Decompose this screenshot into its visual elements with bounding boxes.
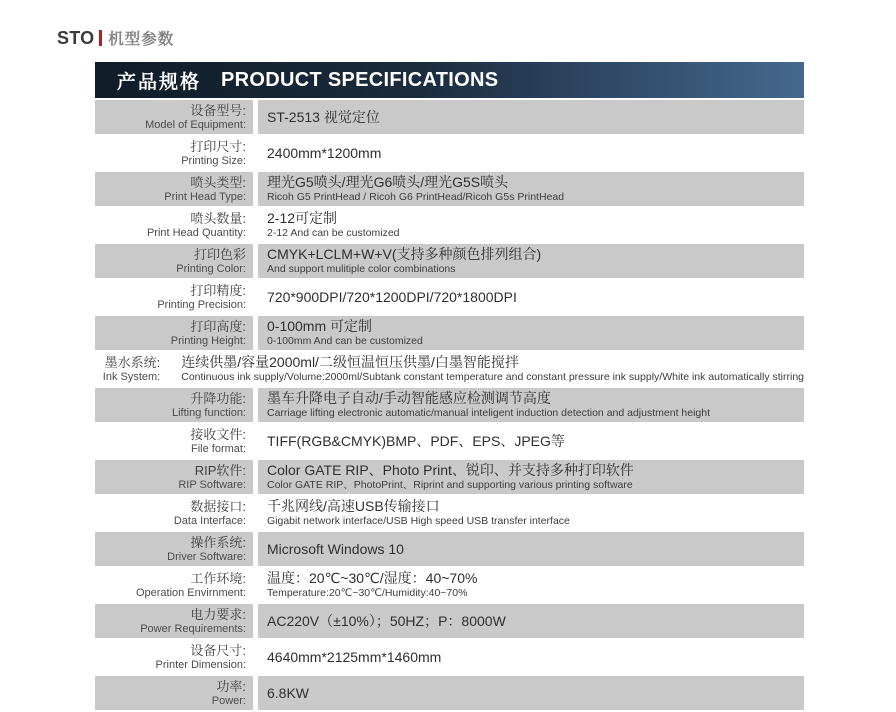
table-row: [95, 604, 804, 638]
spec-label-en: Power Requirements:: [140, 622, 246, 635]
table-row: [95, 136, 804, 170]
spec-value-primary: 墨车升降电子自动/手动智能感应检测调节高度: [267, 390, 551, 406]
table-row: [95, 172, 804, 206]
spec-label-zh: 喷头数量:: [190, 210, 246, 226]
spec-value-cell: [258, 172, 804, 206]
brand-header: [57, 27, 174, 49]
red-divider-bar: [99, 30, 102, 46]
spec-label-en: File format:: [190, 442, 246, 455]
spec-label-zh: 工作环境:: [190, 570, 246, 586]
spec-label-cell: [95, 424, 253, 458]
spec-value-primary: 2400mm*1200mm: [267, 144, 382, 161]
spec-label-en: Printing Size:: [181, 154, 246, 167]
spec-label-cell: [95, 136, 253, 170]
table-row: [95, 532, 804, 566]
section-header-en: PRODUCT SPECIFICATIONS: [221, 68, 499, 91]
section-header-bar: [95, 62, 804, 98]
spec-value-primary: 理光G5喷头/理光G6喷头/理光G5S喷头: [267, 174, 509, 190]
spec-value-cell: [258, 100, 804, 134]
spec-label-en: Printing Color:: [176, 262, 246, 275]
spec-label-zh: 打印尺寸:: [190, 138, 246, 154]
spec-value-cell: [258, 280, 804, 314]
spec-label-en: Print Head Quantity:: [146, 226, 246, 239]
spec-label-cell: [95, 280, 253, 314]
spec-value-cell: [258, 208, 804, 242]
spec-label-en: Power:: [211, 694, 246, 707]
spec-label-cell: [95, 676, 253, 710]
section-title: 机型参数: [108, 31, 175, 48]
spec-value-primary: CMYK+LCLM+W+V(支持多种颜色排列组合): [267, 246, 542, 262]
spec-value-cell: [172, 352, 804, 386]
spec-label-zh: 数据接口:: [190, 498, 246, 514]
spec-value-secondary: Carriage lifting electronic automatic/manual inteligent induction detection and adjustment height: [267, 407, 711, 419]
spec-value-primary: Microsoft Windows 10: [267, 540, 404, 557]
spec-value-cell: [258, 244, 804, 278]
table-row: [95, 316, 804, 350]
table-row: [95, 568, 804, 602]
spec-label-zh: 喷头类型:: [190, 174, 246, 190]
spec-value-cell: [258, 604, 804, 638]
spec-table: [95, 100, 804, 710]
spec-value-secondary: Ricoh G5 PrintHead / Ricoh G6 PrintHead/Ricoh G5s PrintHead: [267, 191, 565, 203]
spec-label-en: Driver Software:: [167, 550, 246, 563]
spec-label-en: Printer Dimension:: [155, 658, 246, 671]
spec-label-zh: 操作系统:: [190, 534, 246, 550]
spec-value-primary: 连续供墨/容量2000ml/二级恒温恒压供墨/白墨智能搅拌: [181, 354, 519, 370]
spec-sheet: [95, 62, 804, 712]
spec-label-en: Ink System:: [102, 370, 161, 383]
spec-label-zh: 电力要求:: [190, 606, 246, 622]
spec-label-zh: 打印色彩: [193, 246, 246, 262]
spec-label-zh: 墨水系统:: [104, 354, 161, 370]
spec-label-zh: 升降功能:: [190, 390, 246, 406]
spec-value-secondary: Temperature:20℃~30℃/Humidity:40~70%: [267, 587, 468, 599]
spec-value-secondary: And support mulitiple color combinations: [267, 263, 456, 275]
spec-value-primary: 6.8KW: [267, 684, 310, 701]
spec-label-zh: 设备尺寸:: [190, 642, 246, 658]
spec-label-cell: [95, 316, 253, 350]
spec-value-primary: Color GATE RIP、Photo Print、锐印、并支持多种打印软件: [267, 462, 634, 478]
spec-label-en: Lifting function:: [172, 406, 246, 419]
spec-label-en: Printing Precision:: [157, 298, 246, 311]
spec-label-zh: 接收文件:: [190, 426, 246, 442]
spec-label-en: Operation Envirnment:: [135, 586, 246, 599]
table-row: [95, 460, 804, 494]
spec-value-primary: 温度：20℃~30℃/湿度：40~70%: [267, 570, 478, 586]
spec-label-cell: [95, 460, 253, 494]
brand-logo: STO: [57, 27, 95, 48]
spec-value-primary: 0-100mm 可定制: [267, 318, 373, 334]
spec-label-zh: 功率:: [216, 678, 246, 694]
table-row: [95, 244, 804, 278]
spec-label-en: Data Interface:: [173, 514, 246, 527]
spec-value-primary: ST-2513 视觉定位: [267, 108, 380, 125]
spec-value-cell: [258, 388, 804, 422]
spec-label-cell: [95, 208, 253, 242]
spec-label-cell: [95, 640, 253, 674]
spec-label-cell: [95, 532, 253, 566]
spec-label-zh: 设备型号:: [190, 102, 246, 118]
spec-value-primary: 千兆网线/高速USB传输接口: [267, 498, 440, 514]
spec-label-cell: [95, 568, 253, 602]
spec-label-zh: RIP软件:: [194, 462, 246, 478]
spec-value-secondary: Continuous ink supply/Volume:2000ml/Subtank constant temperature and constant pressure ink supply/White ink automatically stirring: [181, 371, 804, 383]
table-row: [95, 676, 804, 710]
spec-value-primary: TIFF(RGB&CMYK)BMP、PDF、EPS、JPEG等: [267, 432, 565, 449]
table-row: [95, 496, 804, 530]
spec-value-cell: [258, 424, 804, 458]
section-header-zh: 产品规格: [117, 71, 202, 93]
spec-value-secondary: 0-100mm And can be customized: [267, 335, 423, 347]
spec-label-cell: [95, 100, 253, 134]
spec-value-primary: AC220V（±10%）；50HZ；P：8000W: [267, 612, 506, 629]
spec-label-en: Model of Equipment:: [145, 118, 246, 131]
table-row: [95, 388, 804, 422]
spec-value-secondary: 2-12 And can be customized: [267, 227, 400, 239]
spec-value-cell: [258, 568, 804, 602]
spec-label-en: RIP Software:: [178, 478, 246, 491]
spec-value-cell: [258, 136, 804, 170]
spec-value-primary: 2-12可定制: [267, 210, 338, 226]
table-row: [95, 100, 804, 134]
table-row: [95, 280, 804, 314]
spec-value-secondary: Color GATE RIP、PhotoPrint、Riprint and supporting various printing software: [267, 479, 633, 491]
spec-value-cell: [258, 676, 804, 710]
spec-value-cell: [258, 316, 804, 350]
spec-value-cell: [258, 460, 804, 494]
spec-label-zh: 打印精度:: [190, 282, 246, 298]
spec-label-cell: [95, 172, 253, 206]
table-row: [95, 424, 804, 458]
spec-value-cell: [258, 640, 804, 674]
spec-value-secondary: Gigabit network interface/USB High speed USB transfer interface: [267, 515, 570, 527]
spec-value-primary: 4640mm*2125mm*1460mm: [267, 648, 442, 665]
spec-label-cell: [95, 604, 253, 638]
table-row: [95, 640, 804, 674]
spec-label-cell: [95, 388, 253, 422]
spec-label-cell: [95, 244, 253, 278]
table-row: [95, 208, 804, 242]
spec-label-en: Printing Height:: [170, 334, 246, 347]
table-row: [95, 352, 804, 386]
spec-value-cell: [258, 532, 804, 566]
spec-label-cell: [95, 352, 167, 386]
spec-value-primary: 720*900DPI/720*1200DPI/720*1800DPI: [267, 288, 517, 305]
spec-label-zh: 打印高度:: [190, 318, 246, 334]
spec-value-cell: [258, 496, 804, 530]
spec-label-cell: [95, 496, 253, 530]
spec-label-en: Print Head Type:: [164, 190, 246, 203]
